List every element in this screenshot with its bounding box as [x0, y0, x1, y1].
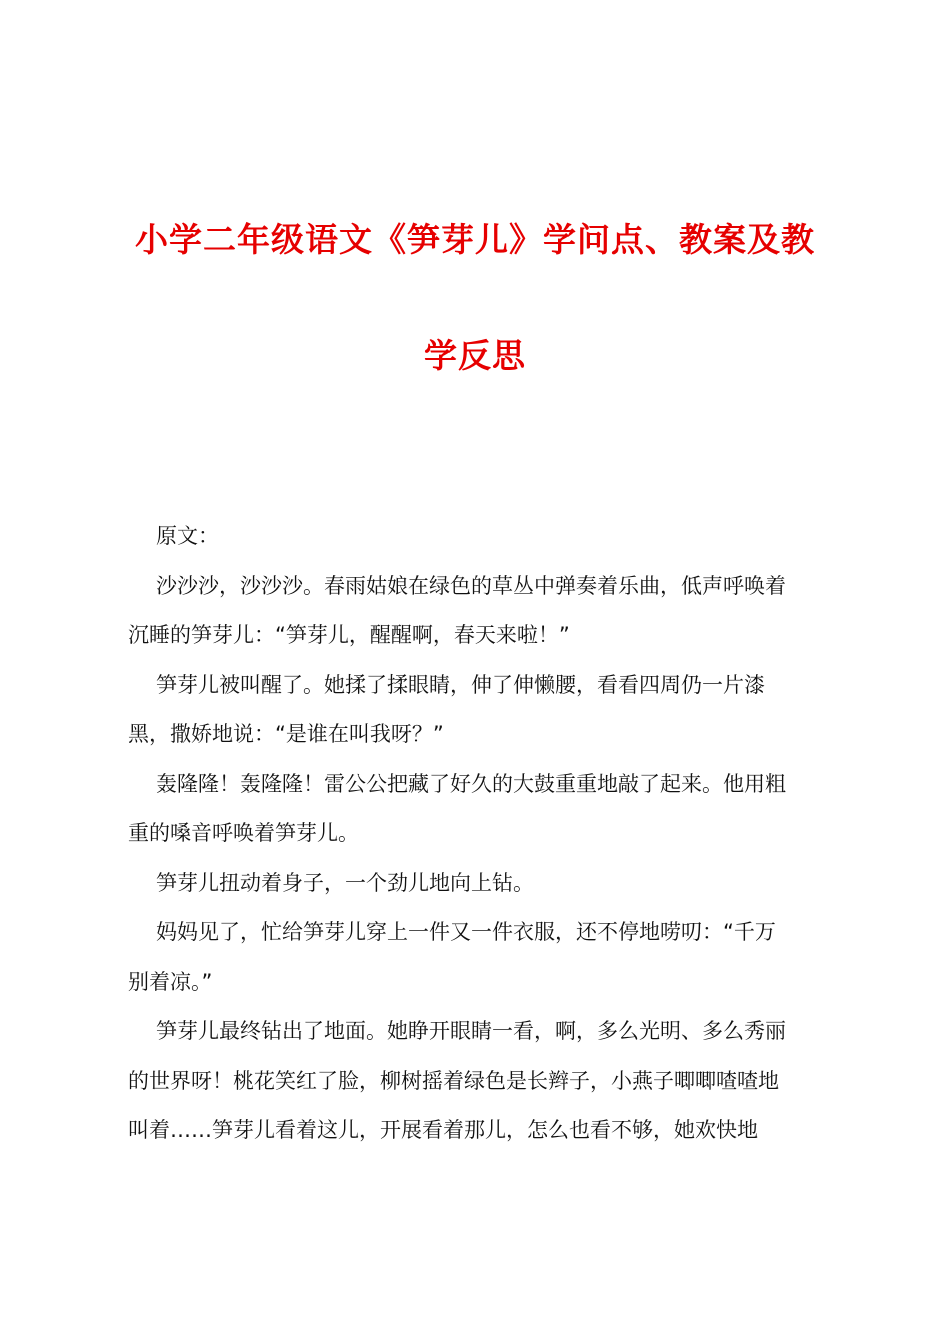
text-line: 叫着……笋芽儿看着这儿，开展看着那儿，怎么也看不够，她欢快地 [128, 1118, 758, 1142]
paragraph-drilling-up [128, 859, 834, 909]
paragraph-mother [128, 908, 834, 1007]
paragraph-spring-rain [128, 562, 834, 661]
paragraph-original-label [128, 512, 834, 562]
text-line: 轰隆隆！轰隆隆！雷公公把藏了好久的大鼓重重地敲了起来。他用粗 [156, 771, 786, 796]
document-title-line-1: 小学二年级语文《笋芽儿》学问点、教案及教 [135, 220, 815, 259]
text-line: 沉睡的笋芽儿：“笋芽儿，醒醒啊，春天来啦！” [128, 623, 570, 647]
paragraph-woken-up [128, 661, 834, 760]
text-line: 笋芽儿最终钻出了地面。她睁开眼睛一看，啊，多么光明、多么秀丽 [156, 1019, 786, 1043]
document-body [128, 512, 834, 1156]
text-line: 原文： [156, 524, 219, 548]
text-line: 别着凉。” [128, 969, 213, 994]
paragraph-thunder [128, 760, 834, 859]
paragraph-out-of-ground [128, 1007, 834, 1156]
text-line: 笋芽儿扭动着身子，一个劲儿地向上钻。 [156, 870, 534, 895]
text-line: 沙沙沙，沙沙沙。春雨姑娘在绿色的草丛中弹奏着乐曲，低声呼唤着 [156, 573, 786, 598]
text-line: 重的嗓音呼唤着笋芽儿。 [128, 821, 359, 845]
text-line: 笋芽儿被叫醒了。她揉了揉眼睛，伸了伸懒腰，看看四周仍一片漆 [156, 672, 765, 697]
text-line: 的世界呀！桃花笑红了脸，柳树摇着绿色是长辫子，小燕子唧唧喳喳地 [128, 1068, 779, 1093]
text-line: 黑，撒娇地说：“是谁在叫我呀？” [128, 722, 444, 746]
text-line: 妈妈见了，忙给笋芽儿穿上一件又一件衣服，还不停地唠叨：“千万 [156, 920, 776, 944]
document-title-line-2: 学反思 [424, 336, 526, 375]
